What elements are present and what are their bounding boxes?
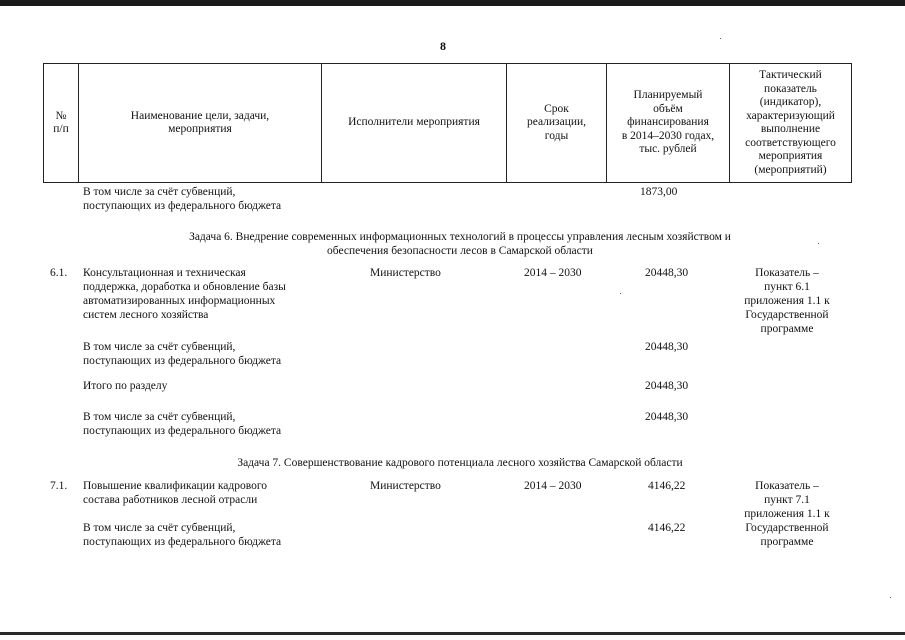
header-col-indicator: Тактический показатель (индикатор), характеризующий выполнение соответствующего мероприятия (мероприятий) (730, 64, 852, 183)
task7-heading: Задача 7. Совершенствование кадрового потенциала лесного хозяйства Самарской области (237, 457, 683, 469)
row71-indicator: Показатель – пункт 7.1 приложения 1.1 к Государственной программе (744, 480, 830, 548)
total6-sub-sum: 20448,30 (645, 411, 689, 423)
page-number: 8 (440, 39, 446, 53)
row61-indicator: Показатель – пункт 6.1 приложения 1.1 к Государственной программе (744, 267, 830, 335)
row0-text: В том числе за счёт субвенций, поступающих из федерального бюджета (83, 186, 282, 212)
row61-number: 6.1. (50, 267, 68, 279)
scan-bottom-border (0, 632, 905, 635)
header-col-name: Наименование цели, задачи, мероприятия (79, 64, 322, 183)
header-col-financing: Планируемый объём финансирования в 2014–2030 годах, тыс. рублей (607, 64, 730, 183)
total6-sub-text: В том числе за счёт субвенций, поступающих из федерального бюджета (83, 411, 282, 437)
scan-speck (818, 243, 819, 244)
row61-term: 2014 – 2030 (524, 267, 582, 279)
scan-speck (890, 597, 891, 598)
row61-sub-sum: 20448,30 (645, 341, 689, 353)
row61-sub-text: В том числе за счёт субвенций, поступающих из федерального бюджета (83, 341, 282, 367)
row71-executor: Министерство (370, 480, 441, 492)
header-col-executors: Исполнители мероприятия (322, 64, 507, 183)
total6-sum: 20448,30 (645, 380, 689, 392)
scan-speck (720, 38, 721, 39)
row0-sum: 1873,00 (640, 186, 678, 198)
row61-sum: 20448,30 (645, 267, 689, 279)
row71-sub-sum: 4146,22 (648, 522, 686, 534)
table-header (43, 63, 852, 183)
row71-sub-text: В том числе за счёт субвенций, поступающих из федерального бюджета (83, 522, 282, 548)
header-col-number: № п/п (44, 64, 79, 183)
header-col-term: Срок реализации, годы (507, 64, 607, 183)
total6-text: Итого по разделу (83, 380, 168, 392)
row61-executor: Министерство (370, 267, 441, 279)
row71-sum: 4146,22 (648, 480, 686, 492)
row71-term: 2014 – 2030 (524, 480, 582, 492)
scan-speck (620, 293, 621, 294)
row61-text: Консультационная и техническая поддержка, доработка и обновление базы автоматизированных информационных систем лесного хозяйства (83, 267, 286, 321)
row71-number: 7.1. (50, 480, 68, 492)
task6-heading: Задача 6. Внедрение современных информационных технологий в процессы управления лесным хозяйством и обеспечения безопасности лесов в Самарской области (189, 231, 731, 257)
scan-top-border (0, 0, 905, 6)
row71-text: Повышение квалификации кадрового состава работников лесной отрасли (83, 480, 268, 506)
